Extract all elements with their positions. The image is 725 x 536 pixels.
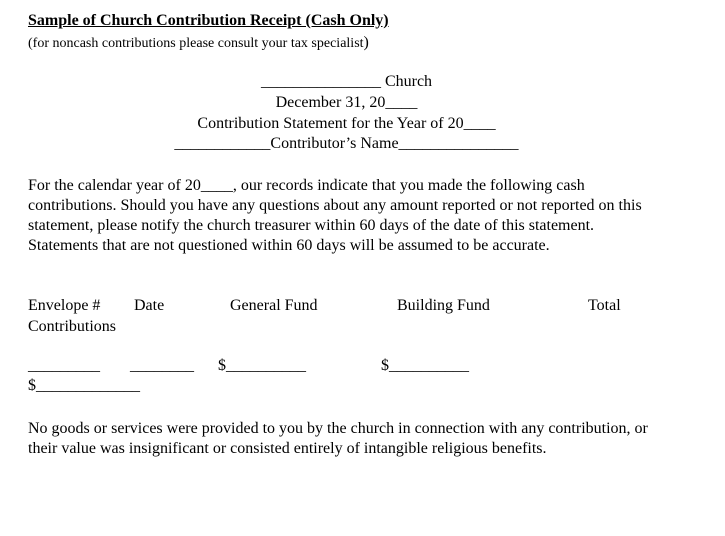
document-title: Sample of Church Contribution Receipt (Cash Only) [28, 12, 389, 29]
subtitle-text: (for noncash contributions please consult your tax specialist [28, 36, 364, 51]
contributor-name-line: ____________Contributor’s Name_______________ [174, 135, 519, 152]
document-subtitle [28, 34, 369, 52]
blank-total: $_____________ [28, 377, 140, 394]
closing-paragraph: No goods or services were provided to you by the church in connection with any contribution, or their value was insignificant or consisted entirely of intangible religious benefits. [28, 420, 648, 457]
subtitle-close-paren: ) [363, 34, 369, 51]
heading-contributions: Contributions [28, 318, 117, 335]
heading-envelope: Envelope # [28, 297, 101, 314]
blank-building-fund: $__________ [381, 357, 469, 374]
intro-paragraph: For the calendar year of 20____, our records indicate that you made the following cash contributions. Should you have any questions about any amount reported or not reported on this statement, please notify the church treasurer within 60 days of the date of this statement. Statements that are not questioned within 60 days will be assumed to be accurate. [28, 177, 642, 254]
heading-date: Date [134, 297, 165, 314]
church-name-line: _______________ Church [260, 73, 433, 90]
statement-date-line: December 31, 20____ [275, 94, 418, 111]
column-headings [0, 297, 725, 341]
heading-total: Total [588, 297, 621, 314]
statement-year-line: Contribution Statement for the Year of 20____ [197, 115, 496, 132]
heading-building-fund: Building Fund [397, 297, 490, 314]
blank-date: ________ [130, 357, 194, 374]
blank-entry-row [0, 357, 725, 401]
heading-general-fund: General Fund [230, 297, 318, 314]
blank-general-fund: $__________ [218, 357, 306, 374]
blank-envelope: _________ [28, 357, 100, 374]
